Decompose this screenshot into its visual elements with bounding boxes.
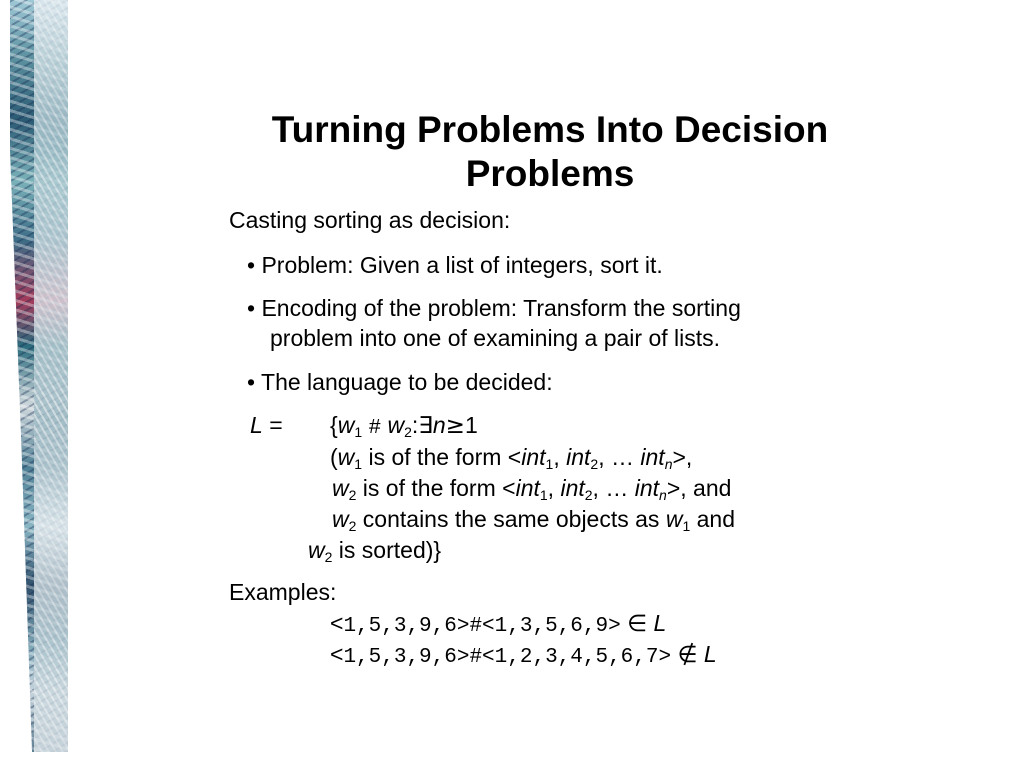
language-line-1: {$w_1$ # $w_2:\exists n\ge 1$ <box>330 412 478 440</box>
language-lhs: L = <box>250 412 283 438</box>
example-member: <1,5,3,9,6>#<1,3,5,6,9> ∈ L <box>330 610 667 638</box>
bullet-encoding-cont: problem into one of examining a pair of lists. <box>270 325 721 351</box>
example-non-member: <1,5,3,9,6>#<1,2,3,4,5,6,7> ∉ L <box>330 641 717 669</box>
bullet-encoding: • Encoding of the problem: Transform the sorting <box>247 295 741 321</box>
bullet-problem: • Problem: Given a list of integers, sort it. <box>247 252 663 278</box>
language-line-4: $w_2$ contains the same objects as $w_1$ and <box>332 506 735 534</box>
examples-label: Examples: <box>229 579 337 605</box>
decorative-mosaic-highlight <box>34 0 68 752</box>
language-line-5: $w_2$ is sorted)} <box>308 537 442 565</box>
bullet-language: • The language to be decided: <box>247 369 553 395</box>
slide-title: Turning Problems Into Decision Problems <box>271 109 829 194</box>
language-line-3: $w_2$ is of the form <int$_1$, int$_2$, … int$_n$>, and <box>332 475 732 503</box>
language-line-2: ($w_1$ is of the form <int$_1$, int$_2$, … int$_n$>, <box>330 444 693 472</box>
intro-text: Casting sorting as decision: <box>229 207 511 233</box>
